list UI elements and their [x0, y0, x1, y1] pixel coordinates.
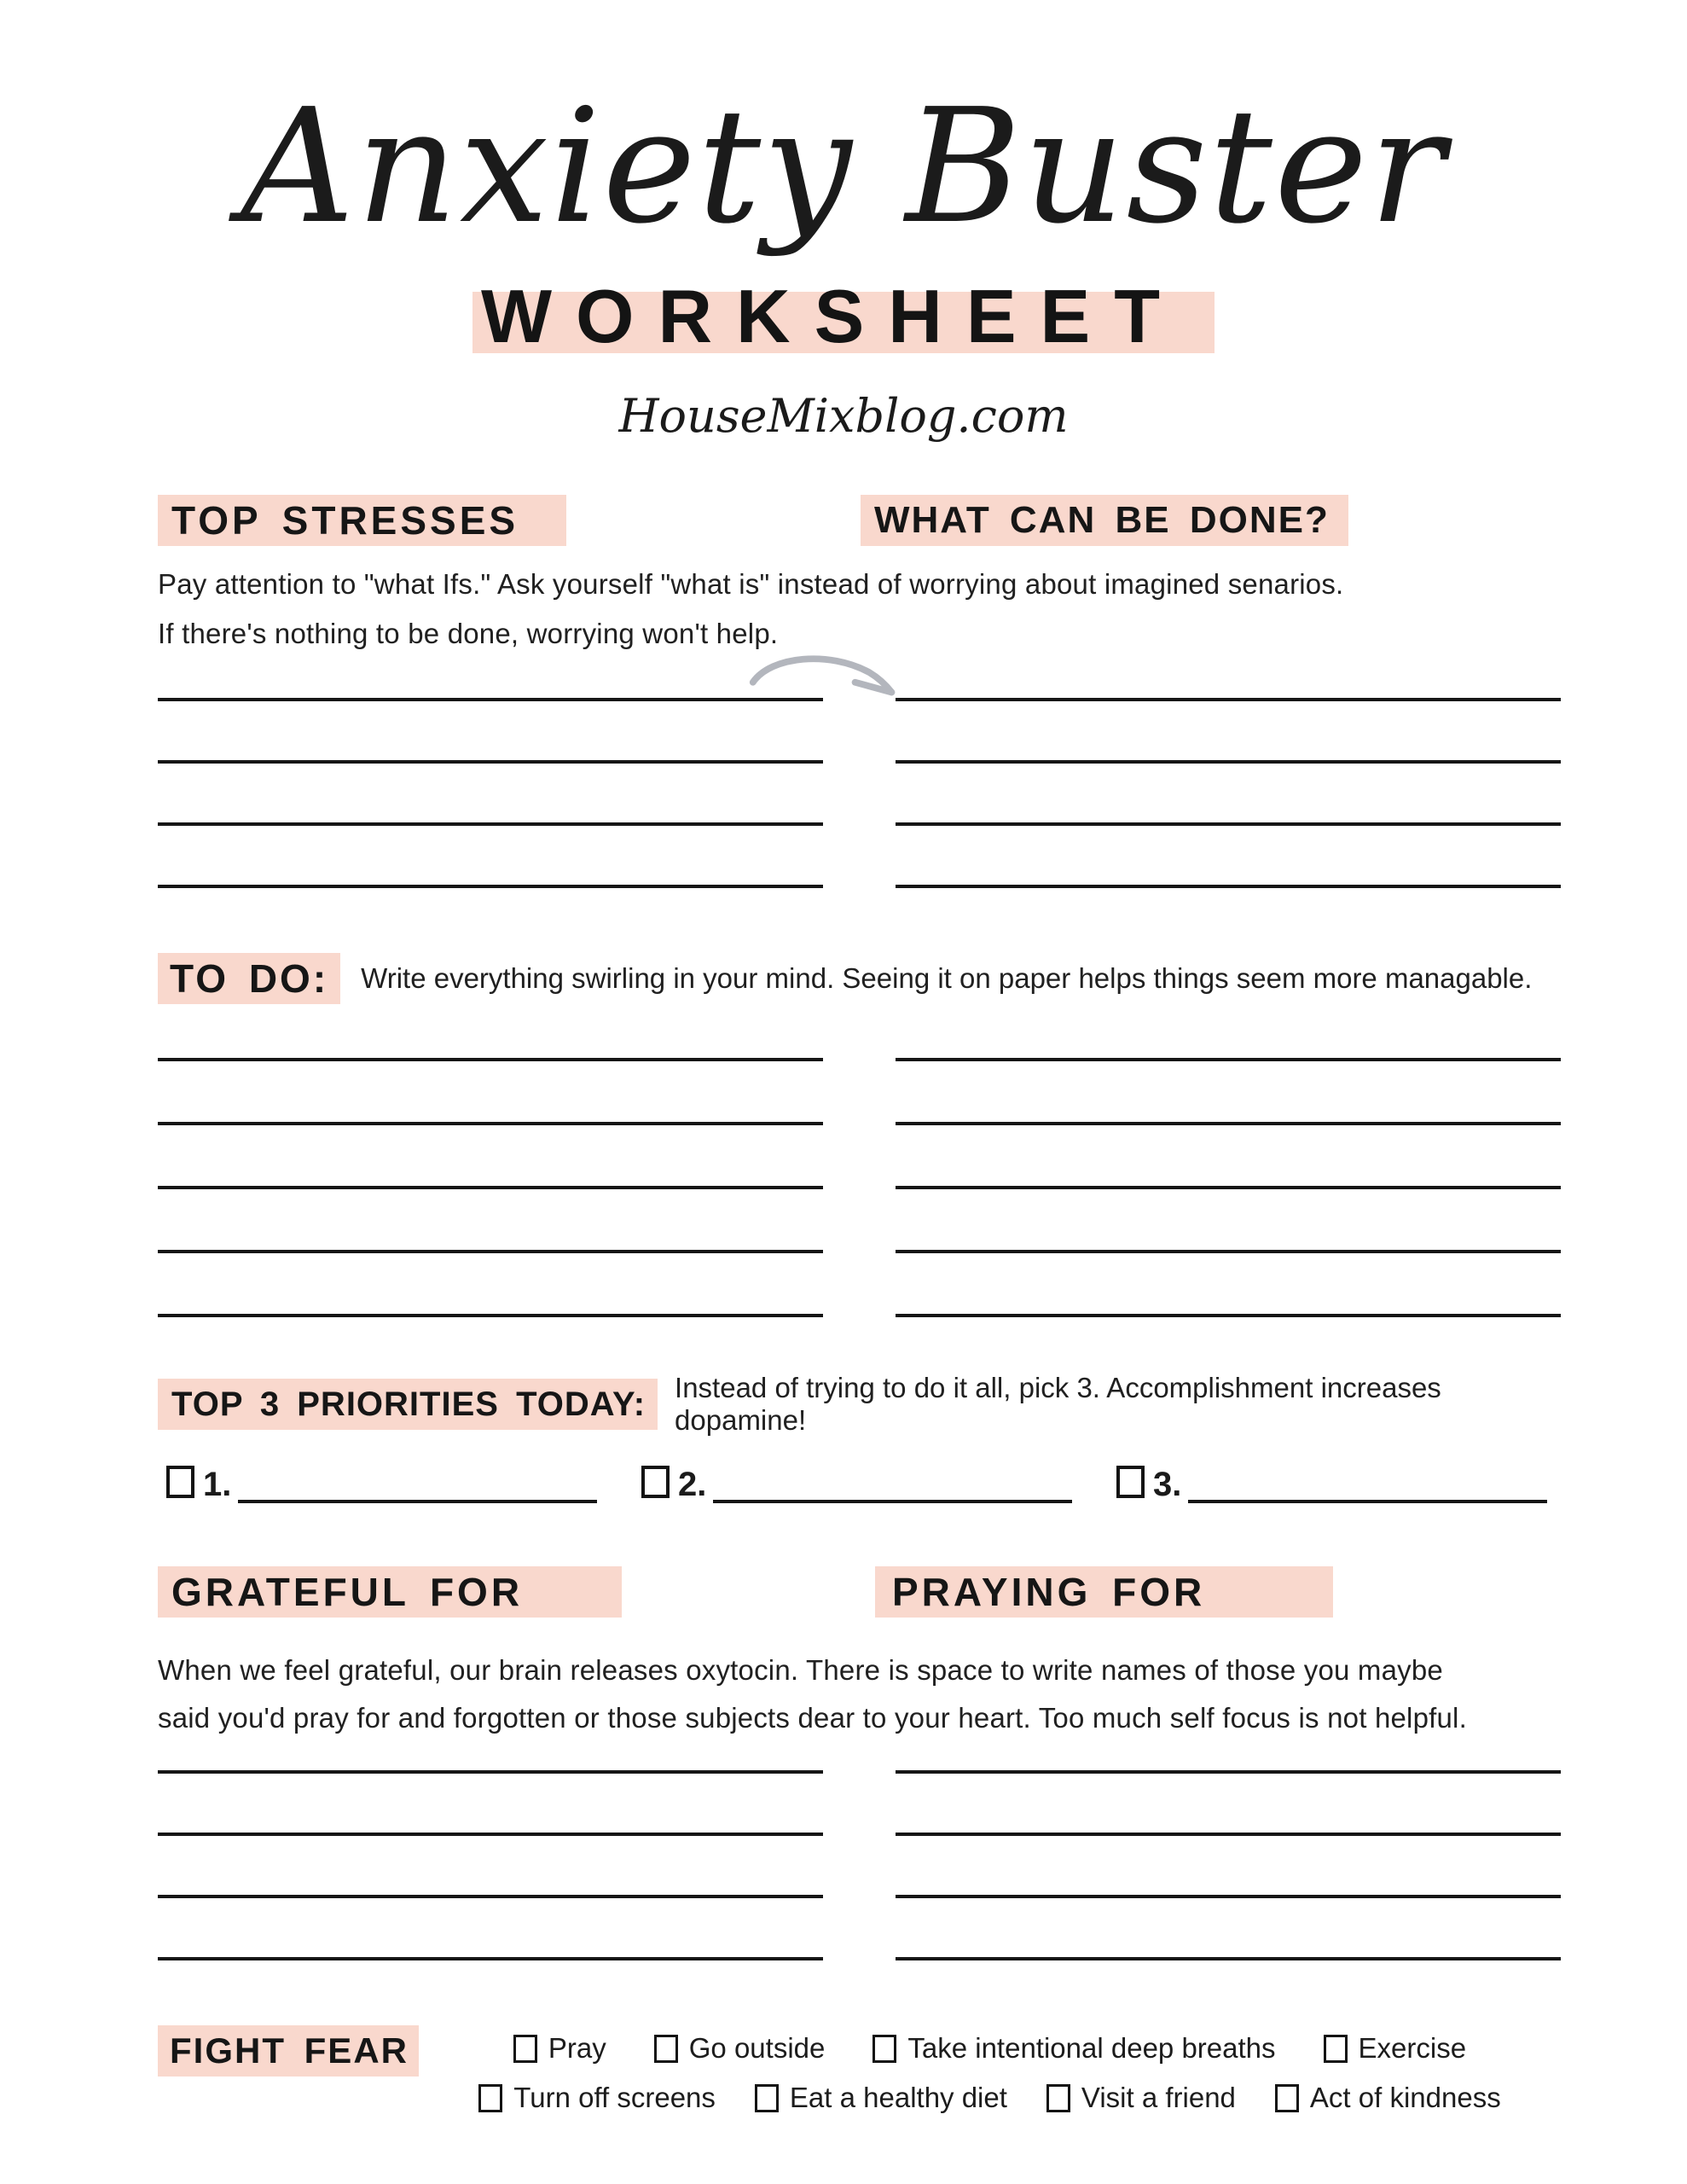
- fight-fear-row-1: [419, 2032, 1561, 2065]
- grateful-intro: [158, 1647, 1561, 1742]
- worksheet-content: [0, 495, 1687, 2114]
- write-line[interactable]: [158, 659, 823, 701]
- write-line[interactable]: [896, 1125, 1561, 1189]
- checkbox-icon[interactable]: [654, 2035, 678, 2063]
- fight-fear-option-label: Go outside: [688, 2032, 826, 2064]
- priority-item: [641, 1464, 1072, 1503]
- checkbox-icon[interactable]: [513, 2035, 537, 2063]
- write-line-row: [158, 1004, 1561, 1061]
- fight-fear-option-label: Turn off screens: [513, 2082, 716, 2113]
- fight-fear-option[interactable]: [1275, 2082, 1501, 2114]
- fight-fear-option-label: Act of kindness: [1309, 2082, 1501, 2113]
- write-line[interactable]: [158, 1774, 823, 1836]
- write-line[interactable]: [158, 1836, 823, 1898]
- worksheet-banner-highlight: [472, 274, 1215, 358]
- stresses-intro-line1: Pay attention to "what Ifs." Ask yourself "what is" instead of worrying about imagined senarios.: [158, 568, 1344, 600]
- curved-arrow-doodle-icon: [746, 648, 904, 701]
- checkbox-icon[interactable]: [166, 1466, 194, 1498]
- write-line[interactable]: [158, 764, 823, 826]
- write-line[interactable]: [896, 1742, 1561, 1774]
- fight-fear-option-label: Take intentional deep breaths: [907, 2032, 1276, 2064]
- priorities-description: Instead of trying to do it all, pick 3. Accomplishment increases dopamine!: [675, 1372, 1441, 1436]
- page-title-script: Anxiety Buster: [241, 74, 1446, 258]
- write-line[interactable]: [896, 1774, 1561, 1836]
- fight-fear-heading: FIGHT FEAR: [158, 2025, 419, 2077]
- write-line[interactable]: [896, 1253, 1561, 1317]
- write-line-row: [158, 1742, 1561, 1774]
- write-line[interactable]: [896, 764, 1561, 826]
- fight-fear-options: [419, 2032, 1561, 2114]
- stresses-write-area: [158, 659, 1561, 888]
- checkbox-icon[interactable]: [1046, 2084, 1070, 2112]
- write-line[interactable]: [158, 1061, 823, 1125]
- write-line[interactable]: [896, 701, 1561, 764]
- write-line-row: [158, 701, 1561, 764]
- write-line[interactable]: [896, 659, 1561, 701]
- stresses-intro-line2: If there's nothing to be done, worrying won't help.: [158, 618, 779, 649]
- priority-number: 1.: [203, 1466, 232, 1503]
- checkbox-icon[interactable]: [872, 2035, 896, 2063]
- write-line-row: [158, 826, 1561, 888]
- write-line[interactable]: [158, 826, 823, 888]
- website-logo-script: HouseMixblog.com: [618, 389, 1069, 443]
- write-line-row: [158, 1774, 1561, 1836]
- todo-heading: TO DO:: [158, 953, 340, 1004]
- grateful-line-grid: [158, 1742, 1561, 1960]
- top-stresses-heading: TOP STRESSES: [158, 495, 566, 546]
- checkbox-icon[interactable]: [1324, 2035, 1348, 2063]
- priorities-heading-row: [158, 1372, 1561, 1437]
- checkbox-icon[interactable]: [1116, 1466, 1145, 1498]
- fight-fear-option[interactable]: [1046, 2082, 1236, 2114]
- fight-fear-option-label: Pray: [548, 2032, 606, 2064]
- fight-fear-option[interactable]: [654, 2032, 826, 2065]
- write-line[interactable]: [158, 1742, 823, 1774]
- write-line[interactable]: [896, 1898, 1561, 1960]
- fight-fear-option[interactable]: [513, 2032, 606, 2065]
- grateful-intro-line2: said you'd pray for and forgotten or those subjects dear to your heart. Too much self focus is not helpful.: [158, 1702, 1467, 1734]
- todo-line-grid: [158, 1004, 1561, 1317]
- write-line-row: [158, 1898, 1561, 1960]
- priority-write-line[interactable]: [713, 1464, 1072, 1503]
- fight-fear-option-label: Visit a friend: [1081, 2082, 1236, 2113]
- fight-fear-option[interactable]: [478, 2082, 716, 2114]
- priority-item: [166, 1464, 597, 1503]
- grateful-intro-line1: When we feel grateful, our brain releases oxytocin. There is space to write names of those you maybe: [158, 1654, 1443, 1686]
- write-line-row: [158, 1836, 1561, 1898]
- write-line[interactable]: [896, 1189, 1561, 1253]
- fight-fear-option[interactable]: [872, 2032, 1275, 2065]
- write-line[interactable]: [158, 701, 823, 764]
- checkbox-icon[interactable]: [478, 2084, 502, 2112]
- write-line-row: [158, 1253, 1561, 1317]
- fight-fear-section: [158, 2025, 1561, 2114]
- grateful-for-heading: GRATEFUL FOR: [158, 1566, 622, 1618]
- write-line[interactable]: [158, 1004, 823, 1061]
- write-line[interactable]: [896, 1061, 1561, 1125]
- write-line-row: [158, 1061, 1561, 1125]
- write-line-row: [158, 1125, 1561, 1189]
- fight-fear-option[interactable]: [755, 2082, 1007, 2114]
- todo-heading-row: [158, 953, 1561, 1004]
- checkbox-icon[interactable]: [1275, 2084, 1299, 2112]
- stresses-intro: [158, 560, 1561, 659]
- write-line[interactable]: [158, 1189, 823, 1253]
- praying-for-heading: PRAYING FOR: [875, 1566, 1333, 1618]
- fight-fear-row-2: [419, 2082, 1561, 2114]
- write-line[interactable]: [896, 1004, 1561, 1061]
- priority-number: 2.: [678, 1466, 707, 1503]
- write-line[interactable]: [158, 1898, 823, 1960]
- write-line[interactable]: [896, 826, 1561, 888]
- what-can-be-done-heading: WHAT CAN BE DONE?: [861, 495, 1348, 546]
- fight-fear-option-label: Eat a healthy diet: [789, 2082, 1007, 2113]
- todo-description: Write everything swirling in your mind. Seeing it on paper helps things seem more managable.: [361, 962, 1533, 994]
- fight-fear-option[interactable]: [1324, 2032, 1467, 2065]
- priority-write-line[interactable]: [1188, 1464, 1547, 1503]
- priorities-heading: TOP 3 PRIORITIES TODAY:: [158, 1379, 658, 1430]
- write-line-row: [158, 1189, 1561, 1253]
- worksheet-banner-text: WORKSHEET: [481, 274, 1184, 358]
- priority-write-line[interactable]: [238, 1464, 597, 1503]
- write-line[interactable]: [158, 1125, 823, 1189]
- checkbox-icon[interactable]: [755, 2084, 779, 2112]
- write-line[interactable]: [158, 1253, 823, 1317]
- grateful-headers-row: [158, 1566, 1561, 1618]
- write-line[interactable]: [896, 1836, 1561, 1898]
- priority-item: [1116, 1464, 1547, 1503]
- priority-number: 3.: [1153, 1466, 1182, 1503]
- write-line-row: [158, 764, 1561, 826]
- priorities-items-row: [158, 1464, 1561, 1503]
- checkbox-icon[interactable]: [641, 1466, 670, 1498]
- fight-fear-option-label: Exercise: [1358, 2032, 1467, 2064]
- stresses-headers-row: [158, 495, 1561, 546]
